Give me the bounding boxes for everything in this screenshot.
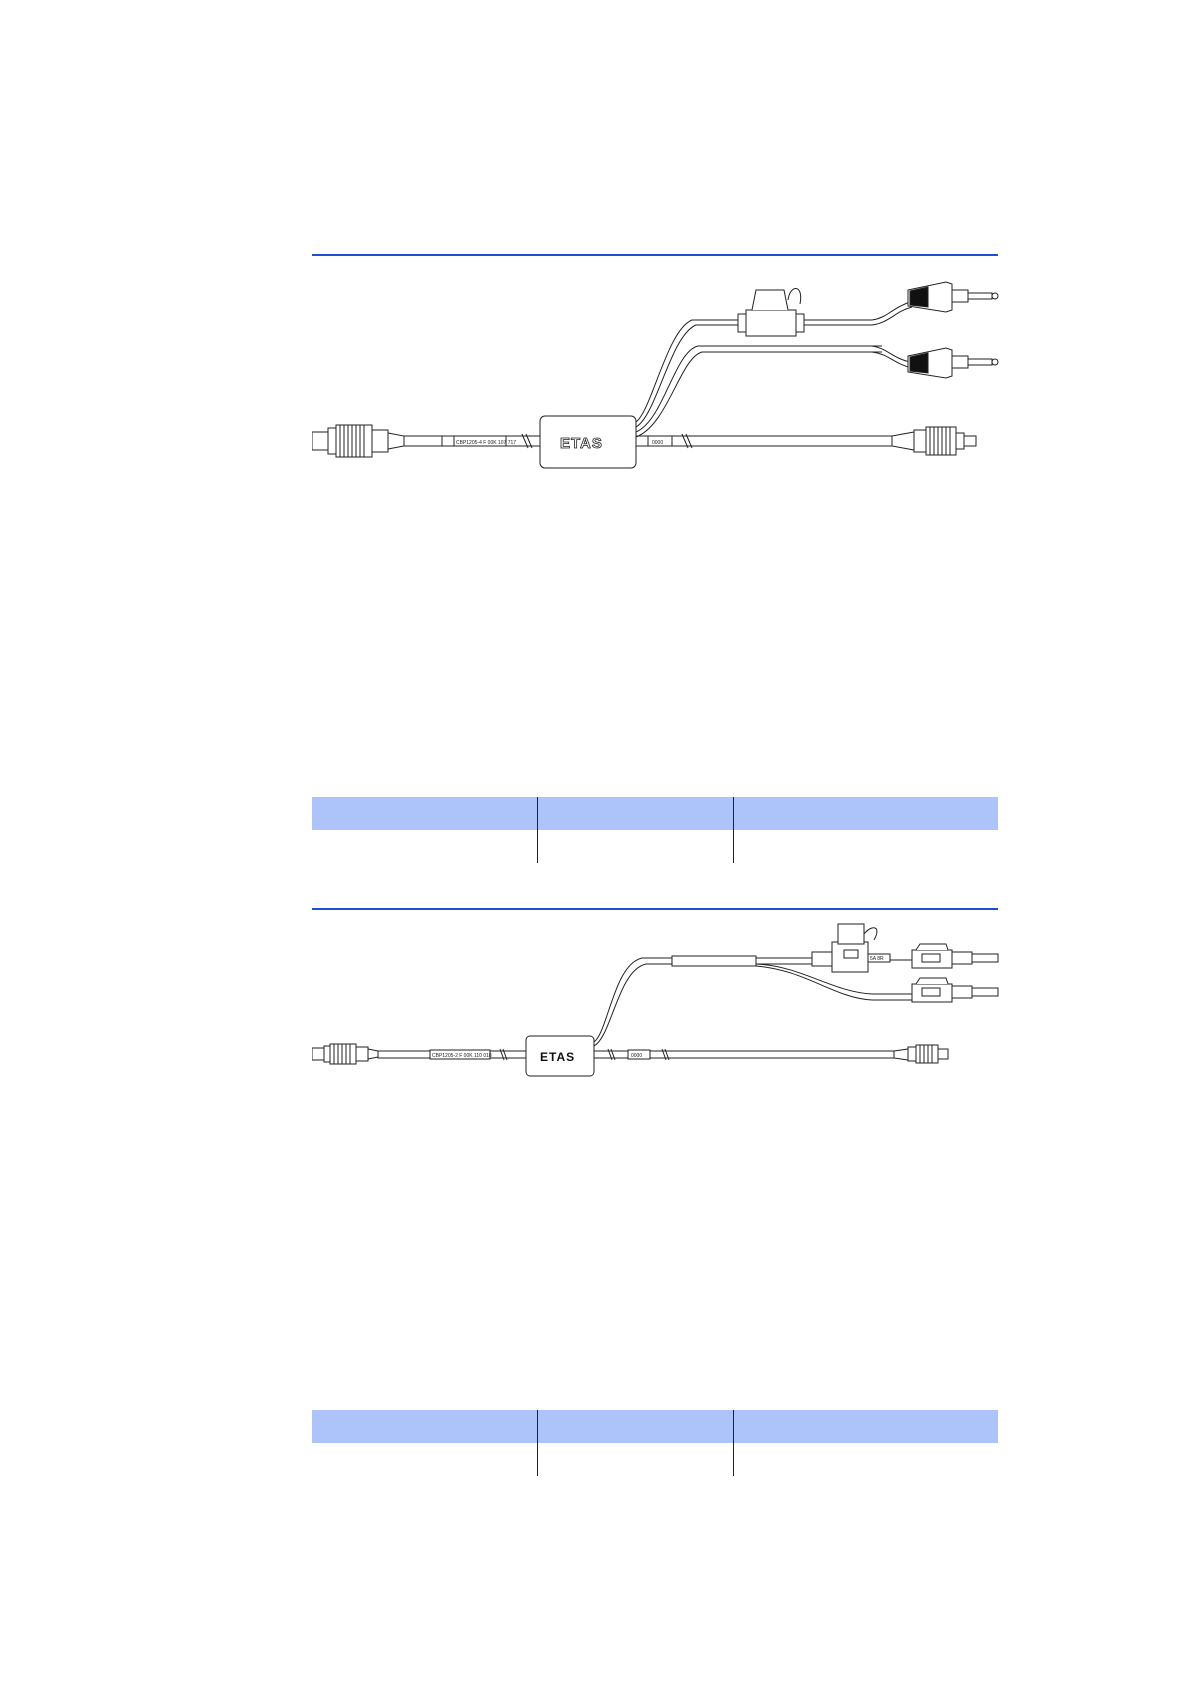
table-header-row — [312, 797, 998, 830]
section-rule-top — [312, 254, 998, 256]
right-connector — [892, 427, 976, 455]
left-connector — [312, 425, 404, 457]
cable-print-2: CBP1205-2 F 00K 110 018 — [432, 1053, 492, 1059]
banana-plug-1 — [912, 944, 998, 968]
fuse-holder — [812, 924, 890, 972]
header-cell — [734, 797, 998, 830]
table-cell — [538, 1443, 734, 1476]
fuse-label: 5A 8R — [870, 956, 884, 962]
header-cell — [538, 797, 734, 830]
marker-label-1: 0000 — [652, 440, 664, 446]
banana-plug-1 — [908, 282, 998, 312]
banana-plug-2 — [912, 978, 998, 1002]
spec-table-1 — [312, 797, 998, 863]
header-cell — [734, 1410, 998, 1443]
header-cell — [312, 1410, 538, 1443]
banana-plug-2 — [908, 348, 998, 378]
table-cell — [538, 830, 734, 863]
table-row — [312, 830, 998, 863]
cable-drawing-2 — [312, 920, 1002, 1090]
table-cell — [312, 830, 538, 863]
cable-print-1: CBP1205-4 F 00K 107 717 — [456, 440, 517, 446]
left-connector — [312, 1044, 378, 1064]
section-rule-middle — [312, 908, 998, 910]
right-connector — [894, 1045, 948, 1063]
brand-label-1: ETAS — [560, 435, 603, 452]
table-cell — [312, 1443, 538, 1476]
cable-drawing-1 — [312, 270, 1002, 480]
header-cell — [538, 1410, 734, 1443]
spec-table-2 — [312, 1410, 998, 1476]
table-cell — [734, 1443, 998, 1476]
brand-label-2: ETAS — [540, 1050, 576, 1064]
cable-right — [636, 436, 922, 446]
table-header-row — [312, 1410, 998, 1443]
marker-label-2: 0000 — [631, 1053, 643, 1059]
table-row — [312, 1443, 998, 1476]
table-cell — [734, 830, 998, 863]
header-cell — [312, 797, 538, 830]
fuse-holder — [738, 288, 804, 336]
